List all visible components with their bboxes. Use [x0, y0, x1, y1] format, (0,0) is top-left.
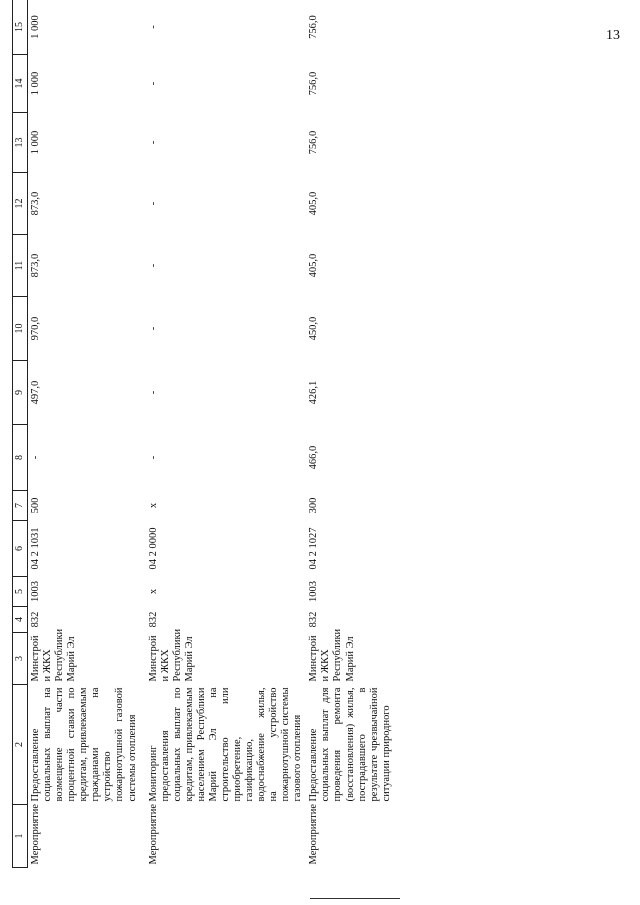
- row-type: Мероприятие: [147, 803, 159, 865]
- cell-value: 1 000: [30, 15, 41, 39]
- header-cell: 10: [13, 297, 28, 361]
- header-cell: 14: [13, 55, 28, 113]
- row-description: Мониторинг предоставления социальных выплат по кредитам, привлекаемым населением Республики Марий Эл на строительство или приобретение, газификацию, водоснабжение жилья, на устройство пожарнотушной системы газового отопления: [147, 687, 304, 802]
- cell-value: -: [147, 263, 159, 268]
- cell-value: -: [30, 455, 41, 460]
- header-cell: 4: [13, 607, 28, 633]
- rotated-table-wrapper: [12, 0, 392, 868]
- cell-value: 450,0: [308, 316, 320, 341]
- header-cell: 6: [13, 521, 28, 577]
- header-cell: 1: [13, 805, 28, 868]
- row-description: Предоставление социальных выплат для проведения ремонта (восстановления) жилья, пострадавшего в результате чрезвычайной ситуации природного: [308, 687, 392, 802]
- cell-value: 466,0: [308, 445, 320, 470]
- cell-value: -: [147, 81, 159, 86]
- table-row: [306, 0, 416, 868]
- header-cell: 5: [13, 577, 28, 607]
- row-executor: Минстрой и ЖКХ Республики Марий Эл: [308, 628, 356, 682]
- budget-table: [12, 0, 416, 868]
- table-row: [28, 0, 146, 868]
- cell-rzpr: 1003: [30, 581, 41, 602]
- header-row: [13, 0, 28, 868]
- cell-value: 405,0: [308, 191, 320, 216]
- cell-value: -: [147, 455, 159, 460]
- cell-value: -: [147, 140, 159, 145]
- cell-value: 970,0: [30, 316, 41, 341]
- header-cell: 11: [13, 235, 28, 297]
- cell-value: -: [147, 390, 159, 395]
- cell-vr: 300: [308, 497, 320, 514]
- cell-grbs: 832: [308, 611, 320, 628]
- cell-grbs: 832: [147, 611, 159, 628]
- cell-value: -: [147, 201, 159, 206]
- table-row: [146, 0, 307, 868]
- header-cell: 3: [13, 633, 28, 685]
- row-description: Предоставление социальных выплат на возмещение части процентной ставки по кредитам, привлекаемым гражданами на устройство пожарнотушной газовой системы отопления: [30, 687, 138, 802]
- cell-value: 873,0: [30, 191, 41, 216]
- cell-value: -: [147, 25, 159, 29]
- page-number: 13: [606, 28, 620, 43]
- header-cell: 13: [13, 113, 28, 173]
- cell-value: 873,0: [30, 253, 41, 278]
- header-cell: 9: [13, 361, 28, 425]
- cell-value: 405,0: [308, 253, 320, 278]
- cell-value: 1 000: [30, 130, 41, 155]
- cell-value: -: [147, 326, 159, 331]
- cell-value: 756,0: [308, 15, 320, 39]
- cell-vr: 500: [30, 497, 41, 514]
- bottom-divider: [310, 898, 400, 899]
- header-cell: 12: [13, 173, 28, 235]
- cell-value: 497,0: [30, 380, 41, 405]
- cell-value: 1 000: [30, 71, 41, 96]
- cell-csr: 04 2 1027: [308, 527, 320, 570]
- cell-csr: 04 2 0000: [147, 527, 159, 570]
- row-executor: Минстрой и ЖКХ Республики Марий Эл: [30, 628, 78, 682]
- cell-rzpr: 1003: [308, 581, 320, 602]
- cell-csr: 04 2 1031: [30, 527, 41, 570]
- cell-rzpr: х: [147, 588, 159, 595]
- cell-value: 756,0: [308, 130, 320, 155]
- header-cell: 15: [13, 0, 28, 55]
- cell-value: 756,0: [308, 71, 320, 96]
- cell-value: 426,1: [308, 380, 320, 405]
- row-executor: Минстрой и ЖКХ Республики Марий Эл: [147, 628, 195, 682]
- cell-vr: х: [147, 502, 159, 509]
- header-cell: 7: [13, 491, 28, 521]
- cell-grbs: 832: [30, 611, 41, 628]
- header-cell: 8: [13, 425, 28, 491]
- header-cell: 2: [13, 685, 28, 805]
- row-type: Мероприятие: [30, 803, 41, 865]
- row-type: Мероприятие: [308, 803, 320, 865]
